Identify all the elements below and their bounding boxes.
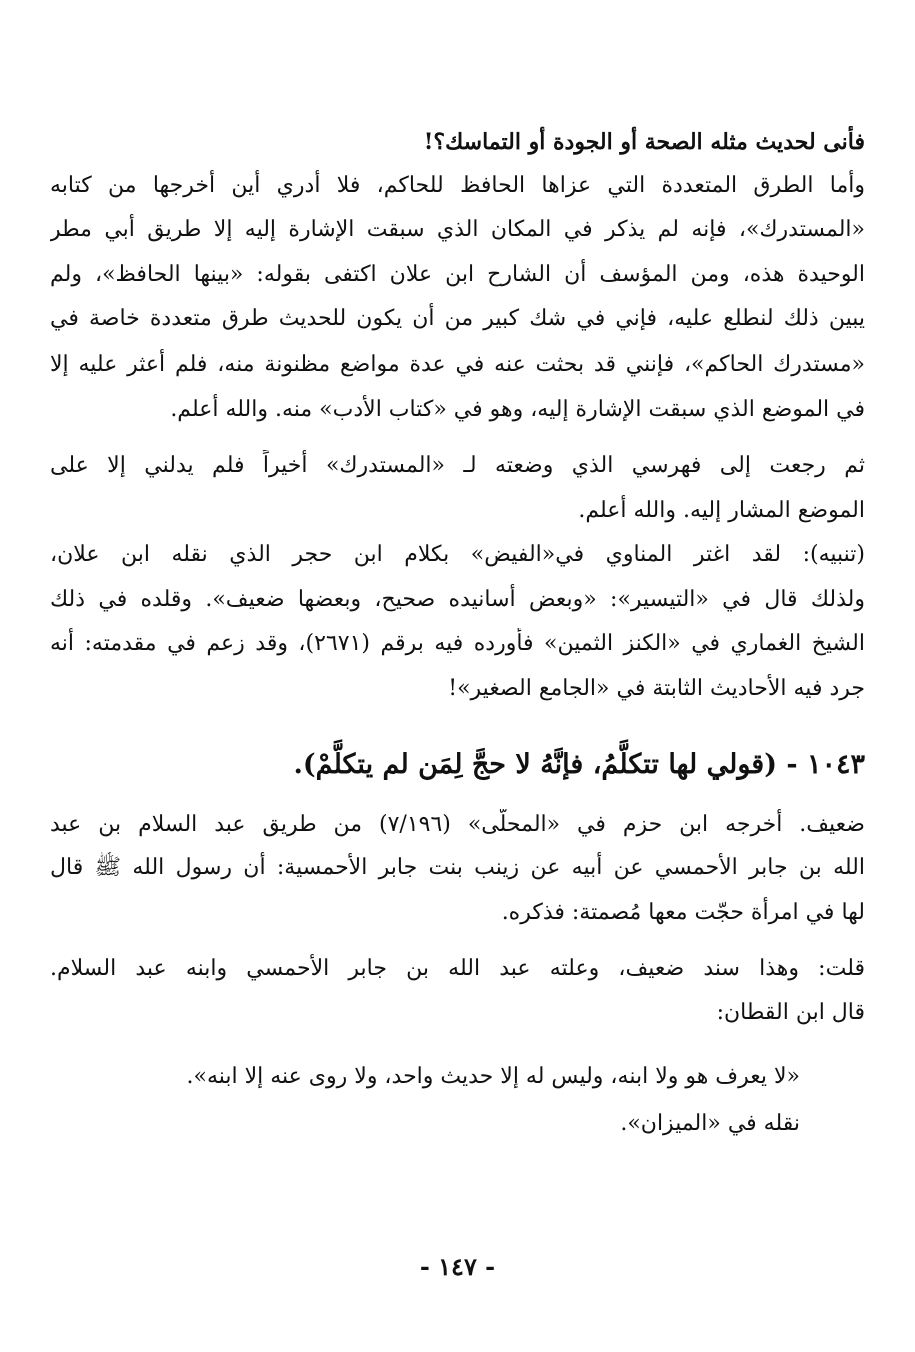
text-line: «مستدرك الحاكم»، فإنني قد بحثت عنه في عدة مواضع مظنونة منه، فلم أعثر عليه إلا — [50, 352, 865, 377]
text-line: الموضع المشار إليه. والله أعلم. — [578, 498, 865, 523]
text-line: وأما الطرق المتعددة التي عزاها الحافظ للحاكم، فلا أدري أين أخرجها من كتابه — [50, 173, 865, 198]
text-line: في الموضع الذي سبقت الإشارة إليه، وهو في «كتاب الأدب» منه. والله أعلم. — [170, 397, 865, 422]
text-line: جرد فيه الأحاديث الثابتة في «الجامع الصغير»! — [448, 676, 865, 701]
text-line: لها في امرأة حجّت معها مُصمتة: فذكره. — [501, 900, 865, 925]
text-line: الوحيدة هذه، ومن المؤسف أن الشارح ابن علان اكتفى بقوله: «بينها الحافظ»، ولم — [50, 262, 865, 287]
text-line: (تنبيه): لقد اغتر المناوي في«الفيض» بكلام ابن حجر الذي نقله ابن علان، — [50, 542, 865, 567]
quote-line: «لا يعرف هو ولا ابنه، وليس له إلا حديث واحد، ولا روى عنه إلا ابنه». — [186, 1064, 800, 1089]
text-line: يبين ذلك لنطلع عليه، فإني في شك كبير من أن يكون للحديث طرق متعددة خاصة في — [50, 306, 865, 331]
quote-line: نقله في «الميزان». — [620, 1111, 800, 1136]
text-line: فأنى لحديث مثله الصحة أو الجودة أو التماسك؟! — [423, 129, 865, 155]
hadith-heading: ١٠٤٣ - (قولي لها تتكلَّمُ، فإنَّهُ لا حجَّ لِمَن لم يتكلَّمْ). — [293, 749, 865, 780]
text-line: الشيخ الغماري في «الكنز الثمين» فأورده فيه برقم (٢٦٧١)، وقد زعم في مقدمته: أنه — [50, 631, 865, 656]
text-line: قلت: وهذا سند ضعيف، وعلته عبد الله بن جابر الأحمسي وابنه عبد السلام. — [50, 956, 865, 981]
text-line: قال ابن القطان: — [716, 1000, 865, 1025]
text-line: ولذلك قال في «التيسير»: «وبعض أسانيده صحيح، وبعضها ضعيف». وقلده في ذلك — [50, 587, 865, 612]
text-line: الله بن جابر الأحمسي عن أبيه عن زينب بنت جابر الأحمسية: أن رسول الله ﷺ قال — [50, 855, 865, 880]
text-line: «المستدرك»، فإنه لم يذكر في المكان الذي سبقت الإشارة إليه إلا طريق أبي مطر — [50, 217, 865, 242]
text-line: ثم رجعت إلى فهرسي الذي وضعته لـ «المستدرك» أخيراً فلم يدلني إلا على — [50, 453, 865, 478]
text-line: ضعيف. أخرجه ابن حزم في «المحلّى» (٧/١٩٦) من طريق عبد السلام بن عبد — [50, 812, 865, 837]
page-number: - ١٤٧ - — [419, 1252, 496, 1281]
